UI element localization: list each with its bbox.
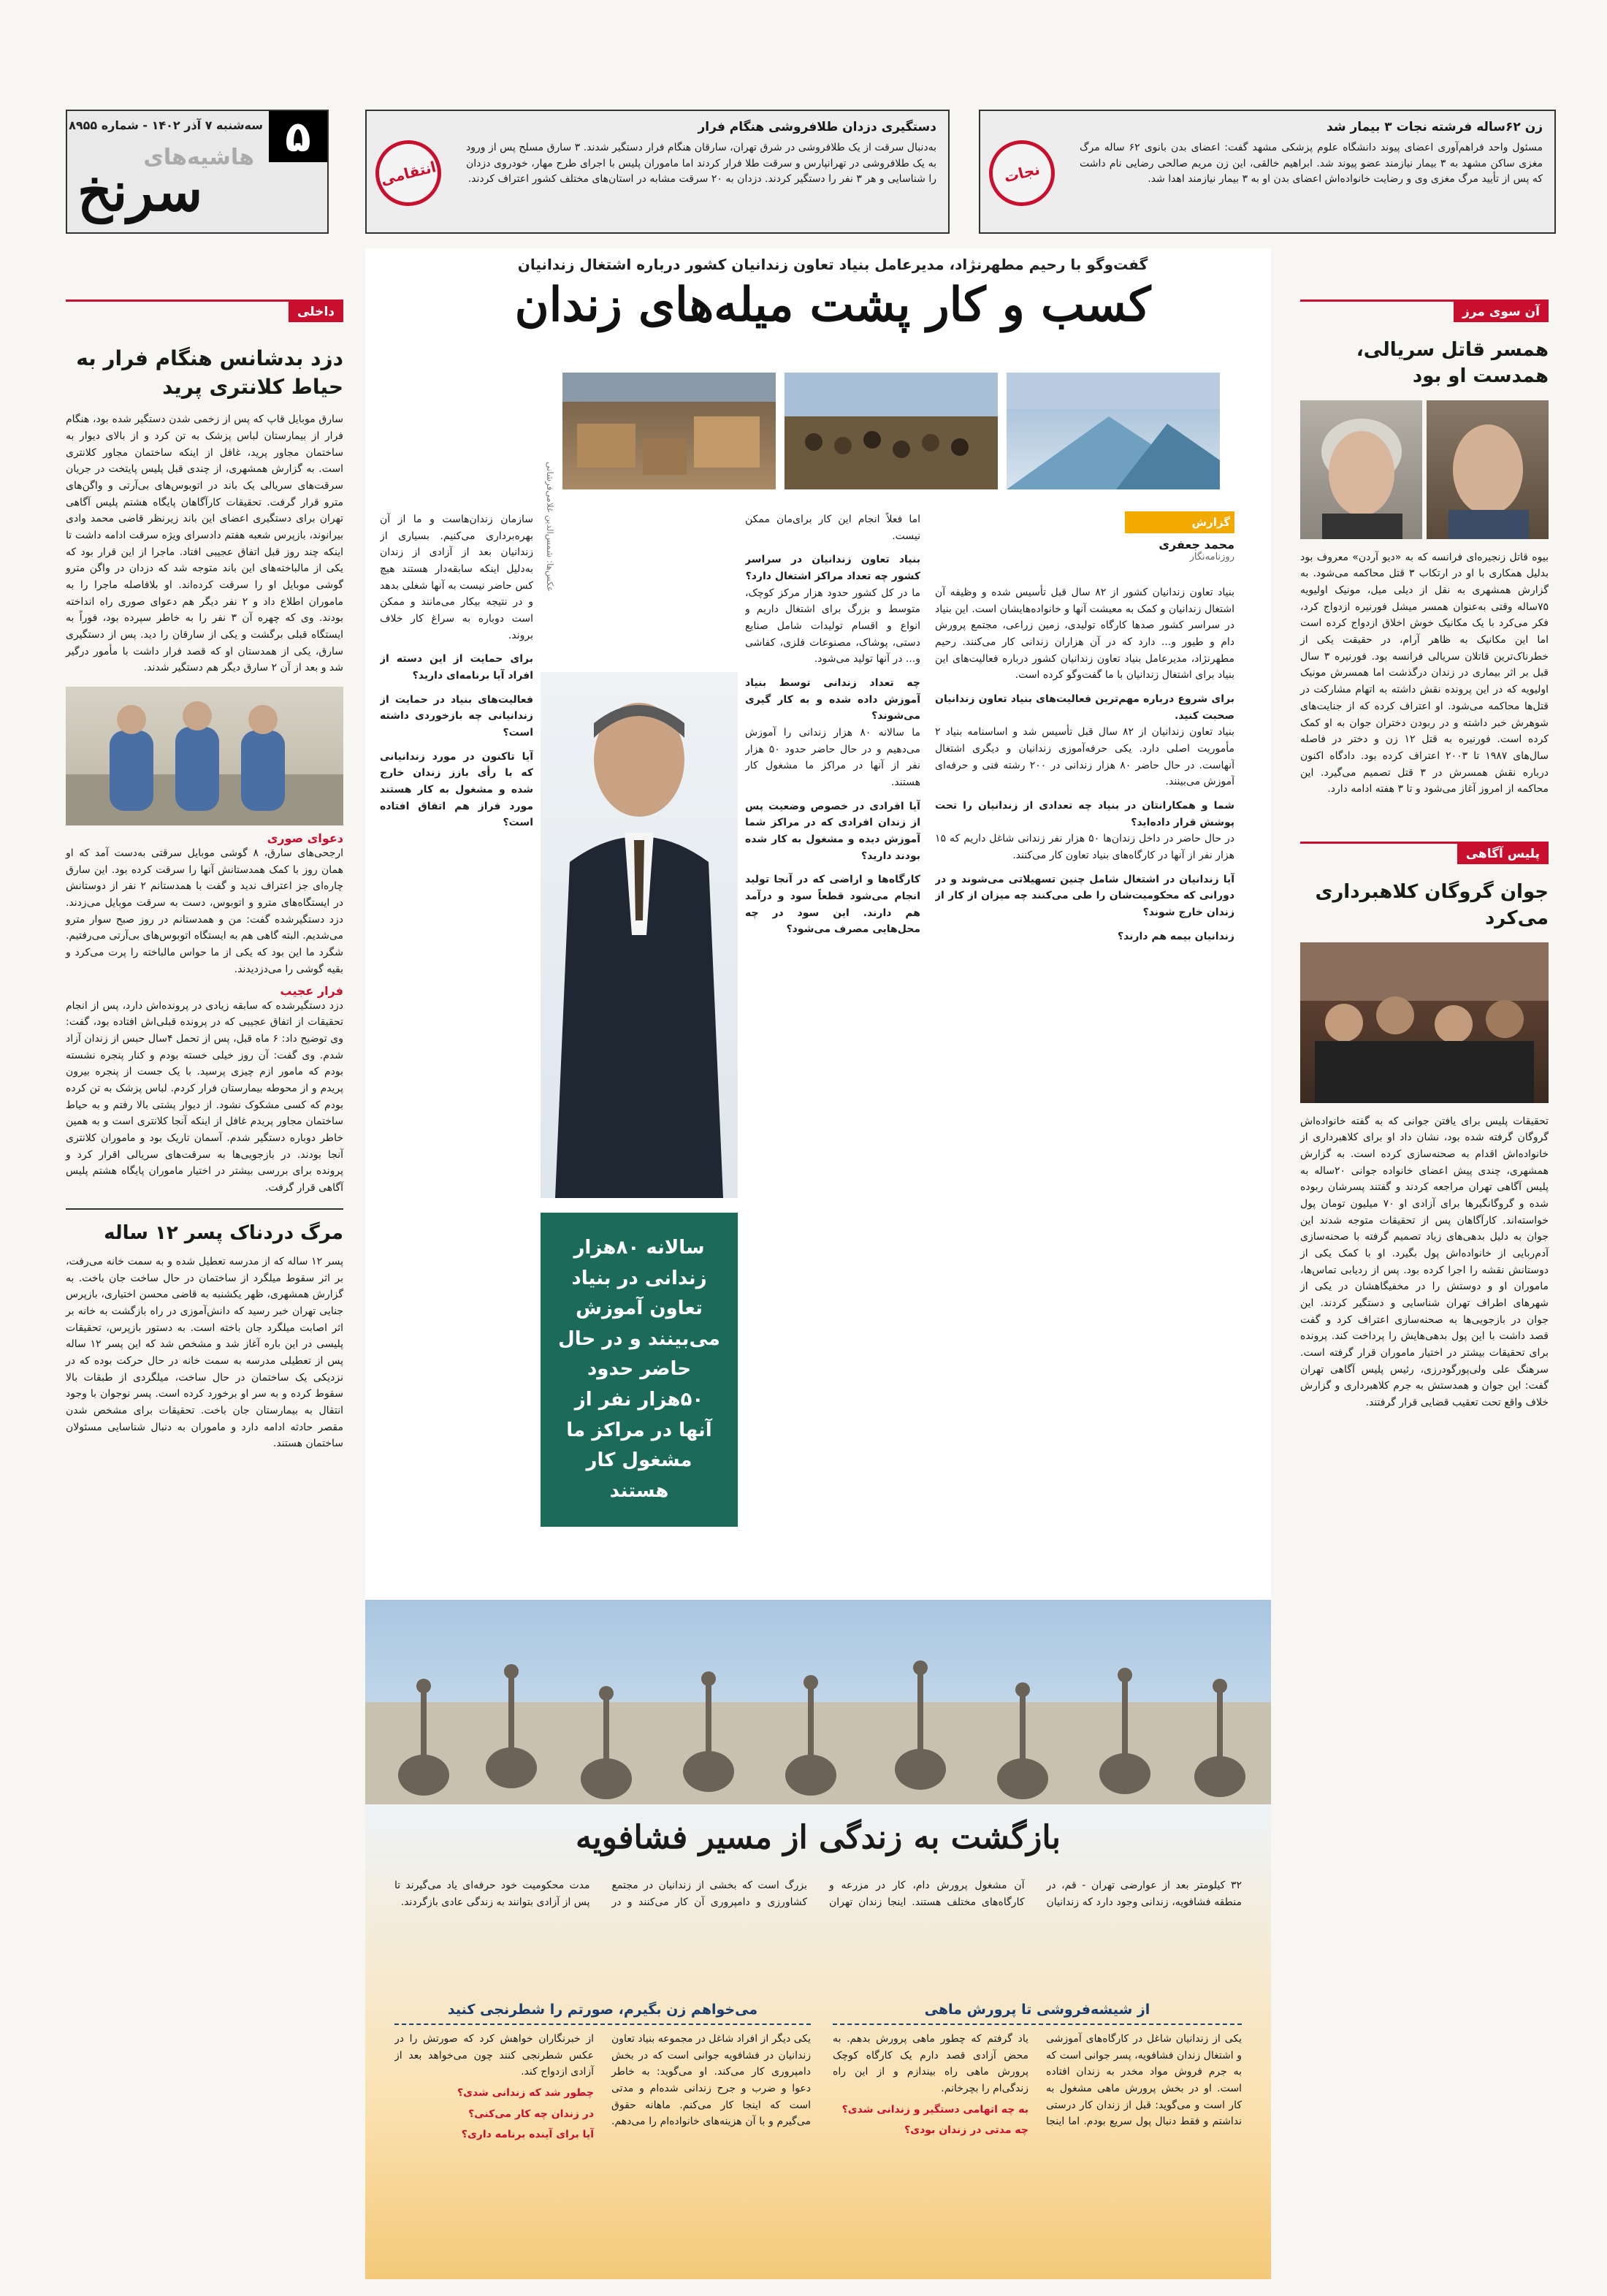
- interview-question: آیا تاکنون در مورد زندانیانی که با رأی بازز زندان خارج شده و مشغول به کار هستند مورد فراز هم اتفاق افتاده است؟: [380, 750, 533, 829]
- ostrich-photo: [365, 1600, 1271, 1804]
- paragraph: یکی از زندانیان شاغل در کارگاه‌های آموزشی و اشتغال زندان فشافویه، پسر جوانی است که به جرم فروش مواد مخدر به زندان افتاده است. او در بخش پرورش ماهی مشغول به کار است و می‌گوید: قبل از زندان کار درستی نداشتم و فقط دنبال پول سریع بودم. اما اینجا یاد گرفتم که چطور ماهی پرورش بدهم. به محض آزادی قصد دارم یک کارگاه کوچک پرورش ماهی راه بیندازم و از این راه زندگی‌ام را بچرخانم.: [833, 2033, 1242, 2128]
- side-story-body: [394, 2031, 811, 2143]
- stamp-badge: انتقامی: [368, 133, 448, 213]
- paragraph: یکی دیگر از افراد شاغل در مجموعه بنیاد تعاون زندانیان در فشافویه جوانی است که در بخش دامپروری کار می‌کند. او می‌گوید: به خاطر دعوا و ضرب و جرح زندانی شده‌ام و مدتی است که اینجا کار می‌کنم. ماهانه حقوق می‌گیرم و با آن هزینه‌های خانواده‌ام را می‌دهم. از خبرنگاران خواهش کرد که صورتش را در عکس شطرنجی کنند چون می‌خواهد بعد از آزادی ازدواج کند.: [394, 2033, 811, 2128]
- paragraph: سازمان زندان‌هاست و ما از آن بهره‌برداری می‌کنیم. بسیاری از زندانیان بعد از آزادی از زندان به‌دلیل اینکه سابقه‌دار هستند هیچ کس حاضر نیست به آنها شغلی بدهد و در نتیجه بیکار می‌مانند و ممکن است دوباره به سراغ کار خلاف بروند.: [380, 514, 533, 641]
- pull-quote: سالانه ۸۰هزار زندانی در بنیاد تعاون آموزش می‌بینند و در حال حاضر حدود ۵۰هزار نفر از آنها در مراکز ما مشغول کار هستند: [541, 1213, 738, 1527]
- story-headline[interactable]: مرگ دردناک پسر ۱۲ ساله: [104, 1221, 343, 1244]
- paragraph: ما در کل کشور حدود هزار مرکز کوچک، متوسط و بزرگ برای اشتغال داریم و انواع و اقسام تولیدات شامل صنایع دستی، پوشاک، مصنوعات فلزی، کفاشی و... در آنها تولید می‌شود.: [745, 587, 920, 665]
- bottom-title[interactable]: بازگشت به زندگی از مسیر فشافویه: [575, 1819, 1061, 1856]
- interview-question: زندانیان بیمه هم دارند؟: [1117, 930, 1234, 942]
- suspects-photo: [66, 687, 343, 825]
- feature-title[interactable]: کسب و کار پشت میله‌های زندان: [514, 278, 1151, 332]
- interviewee-portrait: [541, 672, 738, 1198]
- side-story-title[interactable]: از شیشه‌فروشی تا پرورش ماهی: [924, 2002, 1150, 2018]
- interview-question: برای شروع درباره مهم‌ترین فعالیت‌های بنیاد تعاون زندانیان صحبت کنید.: [935, 693, 1234, 722]
- husband-illustration: [1427, 400, 1549, 539]
- interview-question: آیا زندانیان در اشتغال شامل چنین تسهیلاتی می‌شوند و در دورانی که محکومیت‌شان را طی می‌کنند چه میزان از کار از زندان خارج شوند؟: [935, 873, 1234, 919]
- tease-body: به‌دنبال سرقت از یک طلافروشی در شرق تهران، سارقان هنگام فرار دستگیر شدند. ۳ سارق مسلح پس از ورود به یک طلافروشی در تهرانپارس و سرقت طلا فرار کردند اما ماموران پلیس با اجرای طرح مهار، خودروی دزدان را شناسایی و هر ۳ نفر را دستگیر کردند. دزدان به ۲۰ سرقت مشابه در استان‌های مختلف کشور اعتراف کردند.: [466, 142, 936, 186]
- author-role: روزنامه‌نگار: [1189, 552, 1234, 562]
- brand-logo: سرنخ: [77, 161, 203, 224]
- interview-question: آیا برای آینده برنامه داری؟: [461, 2129, 594, 2141]
- divider: [66, 1208, 343, 1210]
- story-headline[interactable]: جوان گروگان کلاهبرداری می‌کرد: [1315, 880, 1549, 930]
- fish-farm-illustration: [1007, 373, 1220, 489]
- interview-question: به چه اتهامی دستگیر و زندانی شدی؟: [841, 2103, 1028, 2116]
- story-body: بیوه قاتل زنجیره‌ای فرانسه که به «دیو آردن» معروف بود بدلیل همکاری با او در ارتکاب ۳ قتل محاکمه می‌شود. به گزارش همشهری به نقل از دیلی میل، مونیک اولیویه ۷۵ساله وقتی به‌عنوان همسر میشل فورنیره ازدواج کرد، فکر می‌کرد با یک مکانیک خوش اخلاق ازدواج کرده است اما این مکانیک به ظاهر آرام، در حقیقت یکی از خطرناک‌ترین قاتلان سریالی فرانسه بود. فورنیره ۳ سال قبل بر اثر بیماری در زندان درگذشت اما همسرش مونیک اولیویه که در این پرونده نقش داشته به اتهام مشارکت در قتل‌ها محاکمه می‌شود. او اعتراف کرده که از جنایت‌های شوهرش خبر داشته و در ربودن دختران جوان به او کمک کرده است. فورنیره به قتل ۱۲ زن و دختر در فاصله سال‌های ۱۹۸۷ تا ۲۰۰۳ اعتراف کرده بود. دادگاه اکنون درباره نقش همسرش در ۳ قتل تصمیم می‌گیرد. این محاکمه از امروز آغاز می‌شود و تا ۳ هفته ادامه دارد.: [1300, 551, 1549, 796]
- side-story-title[interactable]: می‌خواهم زن بگیرم، صورتم را شطرنجی کنید: [447, 2002, 758, 2018]
- side-story-fish: [833, 2002, 1242, 2265]
- side-story-marriage: [394, 2002, 811, 2265]
- masthead: [66, 110, 329, 234]
- portrait-wife: [1300, 400, 1422, 539]
- portrait-pair: [1300, 400, 1549, 539]
- section-tag: داخلی: [289, 302, 343, 322]
- story-headline[interactable]: همسر قاتل سریالی، همدست او بود: [1356, 339, 1549, 388]
- section-tag: آن سوی مرز: [1454, 302, 1549, 322]
- paragraph: بنیاد تعاون زندانیان کشور از ۸۲ سال قبل تأسیس شده و وظیفه آن اشتغال زندانیان و کمک به معیشت آنها و خانواده‌هایشان است. این بنیاد در سراسر کشور صدها کارگاه تولیدی، زمین زراعی، مجتمع پرورش دام و طیور و... دارد که در آن هزاران زندانی کار می‌کنند. رحیم مطهرنژاد، مدیرعامل بنیاد تعاون زندانیان کشور درباره فعالیت‌های این بنیاد برای اشتغال زندانیان با ما گفت‌وگو کرده است.: [935, 587, 1234, 682]
- interview-question: چه تعداد زندانی توسط بنیاد آموزش داده شده و به کار گیری می‌شوند؟: [745, 677, 920, 722]
- section-name: هاشیه‌های: [143, 145, 254, 170]
- fish-farm-photo: [1007, 373, 1220, 489]
- interviewee-illustration: [541, 672, 738, 1198]
- paragraph: اما فعلاً انجام این کار برای‌مان ممکن نیست.: [745, 514, 920, 542]
- wife-illustration: [1300, 400, 1422, 539]
- photo-credit: عکس‌ها: شمس‌الدین غلامی‌فرشانی: [545, 461, 555, 592]
- story-headline[interactable]: دزد بدشانس هنگام فرار به حیاط کلانتری پرید: [76, 346, 343, 400]
- interview-question: فعالیت‌های بنیاد در حمایت از زندانیانی چه بازخوردی داشته است؟: [380, 693, 533, 739]
- author-badge: [1125, 511, 1234, 562]
- left-column: [66, 300, 343, 2272]
- report-label: گزارش: [1125, 511, 1234, 533]
- author-name: محمد جعفری: [1159, 538, 1234, 552]
- interview-question: بنیاد تعاون زندانیان در سراسر کشور چه تعداد مراکز اشتغال دارد؟: [745, 554, 920, 583]
- photo-strip: [562, 373, 1220, 489]
- workshop-photo: [562, 373, 776, 489]
- tease-body: مسئول واحد فراهم‌آوری اعضای پیوند دانشگاه علوم پزشکی مشهد گفت: اعضای بدن بانوی ۶۲ ساله مرگ مغزی ساکن مشهد به ۳ بیمار نیازمند عضو پیوند شد. ابراهیم خالقی، این زن مریم صالحی رضایی نام داشت که پس از تأیید مرگ مغزی وی و رضایت خانواده‌اش اعضای بدن او به ۳ بیمار نیازمند اهدا شد.: [1080, 142, 1543, 186]
- bottom-intro: ۳۲ کیلومتر بعد از عوارضی تهران - قم، در منطقه فشافویه، زندانی وجود دارد که زندانیان آن مشغول پرورش دام، کار در مزرعه و کارگاه‌های مختلف هستند. اینجا زندان تهران بزرگ است که بخشی از زندانیان در مجتمع کشاورزی و دامپروری آن کار می‌کنند و در مدت محکومیت خود حرفه‌ای یاد می‌گیرند تا پس از آزادی بتوانند به زندگی عادی بازگردند.: [394, 1880, 1242, 1908]
- right-column: [1300, 300, 1549, 2272]
- paragraph: بنیاد تعاون زندانیان از ۸۲ سال قبل تأسیس شد و اساسنامه بنیاد ۲ مأموریت اصلی دارد. یکی حرفه‌آموزی زندانیان و دیگری اشتغال آنهاست. در حال حاضر ۸۰ هزار زندانی در ۲۰۰ رشته فنی و حرفه‌ای آموزش می‌بینند.: [935, 726, 1234, 788]
- tease-title: زن ۶۲ساله فرشته نجات ۳ بیمار شد: [1327, 120, 1543, 134]
- paragraph: ما سالانه ۸۰ هزار زندانی را آموزش می‌دهیم و در حال حاضر حدود ۵۰ هزار نفر از آنها در مراکز ما مشغول کار هستند.: [745, 727, 920, 789]
- story-body: پسر ۱۲ ساله که از مدرسه تعطیل شده و به سمت خانه می‌رفت، بر اثر سقوط میلگرد از ساختمان در حال ساخت جان باخت. به گزارش همشهری، ظهر یکشنبه به قاضی محسن اختیاری، بازپرس جنایی تهران خبر رسید که دانش‌آموزی در راه بازگشت به خانه بر اثر اصابت میلگرد جان باخته است. به دستور بازپرس، تحقیقات پلیسی در این باره آغاز شد و مشخص شد که این پسر ۱۲ ساله پس از تعطیلی مدرسه به سمت خانه در حال حرکت بوده که در نزدیکی یک ساختمان در حال ساخت، میلگردی از طبقات بالا سقوط کرده و به سر او برخورد کرده است. پسر نوجوان با وجود انتقال به بیمارستان جان باخت. تحقیقات برای مشخص شدن مقصر حادثه ادامه دارد و ماموران به دنبال شناسایی مسئولان ساختمان هستند.: [66, 1255, 343, 1450]
- feature-article: [365, 248, 1271, 2279]
- story-body: تحقیقات پلیس برای یافتن جوانی که به گفته خانواده‌اش گروگان گرفته شده بود، نشان داد او برای کلاهبرداری از خانواده‌اش اقدام به صحنه‌سازی کرده است. به گزارش همشهری، چندی پیش اعضای خانواده جوانی ۲۰ساله به پلیس آگاهی تهران مراجعه کردند و گفتند پسرشان ربوده شده و گروگانگیرها برای آزادی او ۷۰ میلیون تومان پول خواسته‌اند. کارآگاهان پس از تحقیقات متوجه شدند این جوان به دلیل بدهی‌های زیاد تصمیم گرفته با صحنه‌سازی آدم‌ربایی از خانواده‌اش پول بگیرد. او با کمک یکی از دوستانش نقشه را اجرا کرده بود. پس از ردیابی تماس‌ها، ماموران او و دوستش را در مخفیگاهشان در یکی از شهرهای اطراف تهران شناسایی و دستگیر کردند. این جوان در بازجویی‌ها به صحنه‌سازی اعتراف کرد و گفت قصد داشت با این پول بدهی‌هایش را پرداخت کند. پرونده برای تحقیقات بیشتر در اختیار ماموران قرار گرفته است. سرهنگ علی ولی‌پورگودرزی، رئیس پلیس آگاهی تهران گفت: این جوان و همدستش به جرم کلاهبرداری و گزارش خلاف واقع تحت تعقیب قضایی قرار گرفتند.: [1300, 1115, 1549, 1409]
- feature-kicker: گفت‌وگو با رحیم مطهرنژاد، مدیرعامل بنیاد تعاون زندانیان کشور درباره اشتغال زندانیان: [517, 256, 1148, 273]
- stamp-badge: نجات: [982, 133, 1061, 213]
- interview-question: چه مدتی در زندان بودی؟: [904, 2124, 1028, 2137]
- feature-header: [504, 256, 1161, 332]
- interview-question: برای حمایت از این دسته از افراد آیا برنامه‌ای دارید؟: [380, 653, 533, 682]
- side-divider: [833, 2024, 1242, 2025]
- feature-col-1: [935, 584, 1234, 1593]
- interview-question: چطور شد که زندانی شدی؟: [457, 2087, 594, 2099]
- arrest-illustration: [1300, 942, 1549, 1103]
- tease-gold-thieves[interactable]: [365, 110, 950, 234]
- feature-col-3: [380, 511, 533, 1593]
- interview-question: آیا افرادی در خصوص وضعیت پس از زندان افرادی که در مراکز شما آموزش دیده و مشغول به کار شده بودند دارید؟: [745, 800, 920, 862]
- police-section: [1300, 842, 1549, 1411]
- interview-question: شما و همکارانتان در بنیاد چه تعدادی از زندانیان را تحت پوشش قرار داده‌اید؟: [935, 800, 1234, 828]
- issue-line: سه‌شنبه ۷ آذر ۱۴۰۲ - شماره ۸۹۵۵: [69, 118, 263, 132]
- sub-body: دزد دستگیرشده که سابقه زیادی در پرونده‌اش دارد، پس از انجام تحقیقات از اتفاق عجیبی که در پرونده قبلی‌اش افتاده بود، گفت: وی توضیح داد: ۶ ماه قبل، پس از تحمل ۴سال حبس از زندان آزاد شدم. وی گفت: آن روز خیلی خسته بودم و کنار پنجره نشسته بودم که مامور ازم چیزی پرسید. با یک جست از پنجره بیرون پریدم و از محوطه بیمارستان فرار کردم. لباس پزشک به تن کرده بودم که کسی مشکوک نشود. از دیوار پشتی بالا رفتم و به حیاط ساختمان مجاور پریدم غافل از اینکه آنجا کلانتری است و به همین خاطر دوباره دستگیر شدم. آسمان تاریک بود و ماموران کلانتری آنجا بودند. در بازجویی‌ها به سرقت‌های سریالی اقرار کرد و پرونده برای بررسی بیشتر در اختیار ماموران پایگاه هشتم پلیس آگاهی قرار گرفت.: [66, 999, 343, 1194]
- suspects-illustration: [66, 687, 343, 825]
- livestock-photo: [785, 373, 998, 489]
- tease-title: دستگیری دزدان طلافروشی هنگام فرار: [698, 120, 936, 134]
- arrest-photo: [1300, 942, 1549, 1103]
- subhead: دعوای صوری: [267, 831, 343, 846]
- subhead: فرار عجیب: [280, 983, 343, 998]
- feature-col-2: [745, 511, 920, 1593]
- page-number: ۵: [269, 111, 327, 162]
- tease-organ-donor[interactable]: [979, 110, 1556, 234]
- section-tag: پلیس آگاهی: [1457, 844, 1549, 864]
- interview-question: در زندان چه کار می‌کنی؟: [468, 2108, 594, 2120]
- workshop-illustration: [562, 373, 776, 489]
- sub-body: ارجحی‌های سارق، ۸ گوشی موبایل سرقتی به‌دست آمد که او همان روز با کمک همدستانش آنها را سرقت کرده بود. این سارق چاره‌ای جز اعتراف ندید و گفت با همدستانم ۲ نفر از دوستانش در ایستگاه‌های مترو و اتوبوس، دست به سرقت موبایل می‌زدند. دزد دستگیرشده گفت: من و همدستانم در روز صبح سوار مترو می‌شدیم. البته گاهی هم به ایستگاه اتوبوس‌های بی‌آرتی می‌رفتیم. شگرد ما این بود که یکی از ما حواس مالباخته را پرت می‌کرد و بقیه گوشی را می‌دزدیدند.: [65, 847, 343, 975]
- portrait-husband: [1427, 400, 1549, 539]
- paragraph: در حال حاضر در داخل زندان‌ها ۵۰ هزار نفر زندانی شاغل داریم که ۱۵ هزار نفر از آنها در کارگاه‌های بنیاد تعاون کار می‌کنند.: [935, 833, 1234, 862]
- side-divider: [394, 2024, 811, 2025]
- side-story-body: [833, 2031, 1242, 2139]
- interview-question: کارگاه‌ها و اراضی که در آنجا تولید انجام می‌شود قطعاً سود و درآمد هم دارند. این سود در چه محل‌هایی مصرف می‌شود؟: [745, 874, 920, 936]
- story-body: سارق موبایل قاپ که پس از زخمی شدن دستگیر شده بود، هنگام فرار از بیمارستان لباس پزشک به تن کرد و از بالای دیوار به ساختمان مجاور پرید، غافل از اینکه ساختمان مجاور کلانتری است. به گزارش همشهری، از چندی قبل پلیس پایتخت در جریان سرقت‌های سریالی یک باند در اتوبوس‌های بی‌آرتی و واگن‌های مترو قرار گرفت. تحقیقات کارآگاهان پایگاه هشتم پلیس آگاهی تهران برای دستگیری اعضای این باند زیرنظر قاضی محمد وادی بیرانوند، بازپرس شعبه هفتم دادسرای ویژه سرقت ادامه داشت تا اینکه چند روز قبل اتفاق عجیبی افتاد. ماجرا از این قرار بود که یکی از مالباخته‌های این باند متوجه شد که دزدان در واگن مترو گوشی موبایل او را سرقت کرده‌اند. او بلافاصله ماجرا را به ماموران اطلاع داد و ۲ نفر دیگر هم دعوای صوری راه انداخته بودند. وی که چهره آن ۳ نفر را به خاطر سپرده بود، فوراً به ایستگاه قبلی برگشت و یکی از سارقان را دید. پس از دستگیری سارق، یکی از همدستان او که قصد فرار داشت با مأمور درگیر شد و بعد از آن ۲ سارق دیگر هم دستگیر شدند.: [66, 413, 344, 674]
- livestock-illustration: [785, 373, 998, 489]
